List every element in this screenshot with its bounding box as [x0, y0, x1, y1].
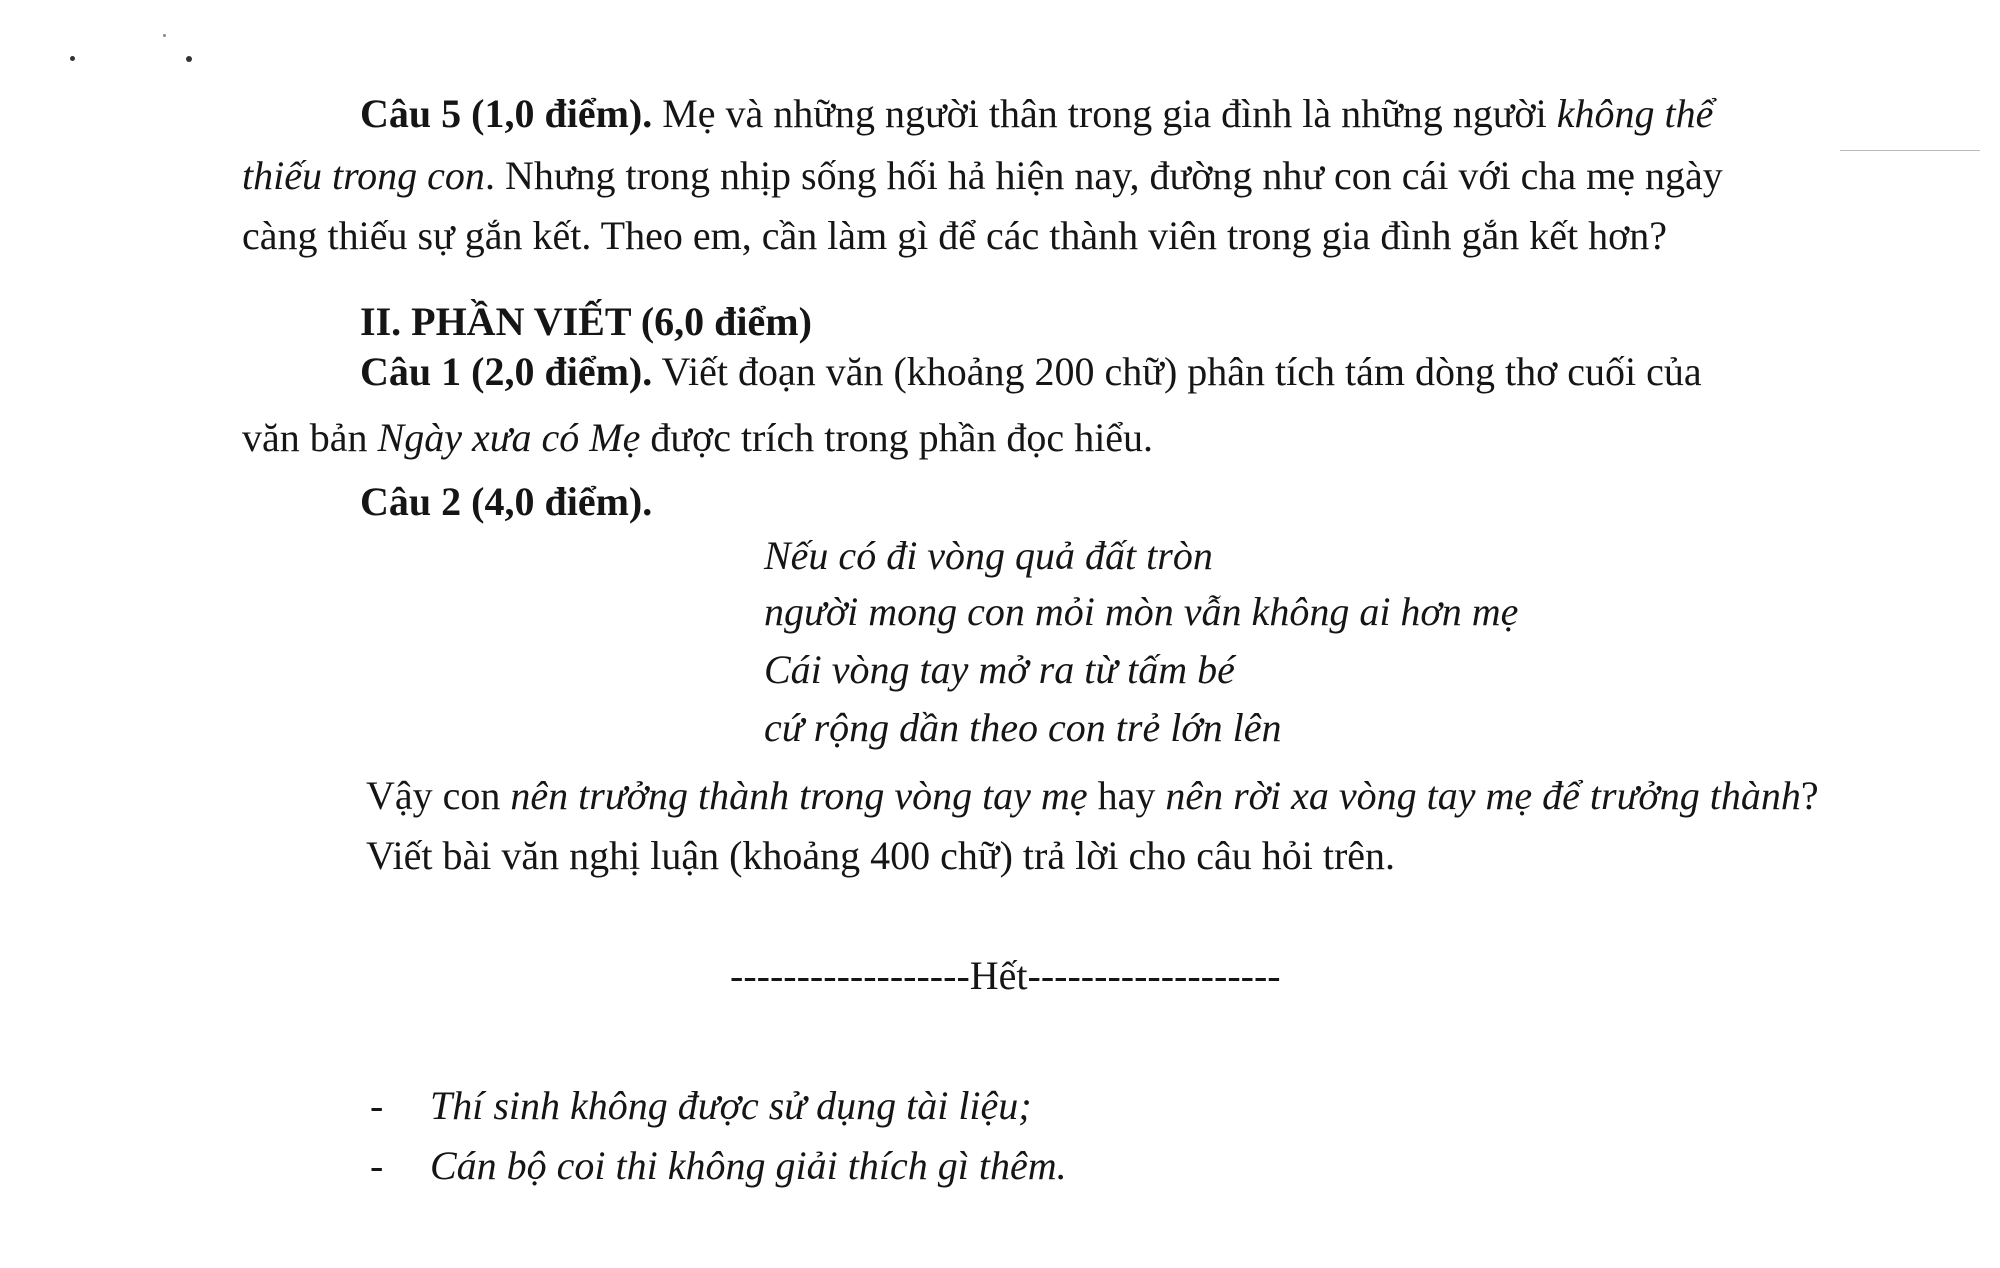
note-dash: - [370, 1143, 384, 1188]
poem-line: người mong con mỏi mòn vẫn không ai hơn mẹ [764, 589, 1519, 634]
note-text: Thí sinh không được sử dụng tài liệu; [430, 1083, 1032, 1128]
q2-text: Viết bài văn nghị luận (khoảng 400 chữ) trả lời cho câu hỏi trên. [366, 833, 1396, 878]
scan-speck [163, 34, 166, 37]
q5-italic: không thể [1556, 91, 1714, 136]
q5-line-2 [242, 150, 1723, 202]
q2-italic: nên rời xa vòng tay mẹ để trưởng thành [1165, 773, 1801, 818]
note-text: Cán bộ coi thi không giải thích gì thêm. [430, 1143, 1067, 1188]
q1-text: được trích trong phần đọc hiểu. [640, 415, 1154, 460]
q1-italic: Ngày xưa có Mẹ [377, 415, 641, 460]
poem-line: cứ rộng dần theo con trẻ lớn lên [764, 705, 1282, 750]
q5-text: . Nhưng trong nhịp sống hối hả hiện nay, đường như con cái với cha mẹ ngày [484, 153, 1723, 198]
q5-label: Câu 5 (1,0 điểm). [360, 91, 653, 136]
section-heading: II. PHẦN VIẾT (6,0 điểm) [360, 299, 812, 344]
q1-line-1 [360, 346, 1702, 398]
q1-text: văn bản [242, 415, 378, 460]
q5-line-1 [360, 88, 1713, 140]
q1-label: Câu 1 (2,0 điểm). [360, 349, 653, 394]
q2-label: Câu 2 (4,0 điểm). [360, 479, 653, 524]
q5-text: càng thiếu sự gắn kết. Theo em, cần làm gì để các thành viên trong gia đình gắn kết hơn? [242, 213, 1667, 258]
q2-line-2 [366, 830, 1395, 882]
q5-italic: thiếu trong con [242, 153, 485, 198]
poem-line: Cái vòng tay mở ra từ tấm bé [764, 647, 1235, 692]
scan-line [1840, 150, 1980, 151]
q2-text: ? [1800, 773, 1819, 818]
q5-line-3 [242, 210, 1667, 262]
end-mark: ------------------Hết------------------- [730, 953, 1281, 998]
q2-italic: nên trưởng thành trong vòng tay mẹ [510, 773, 1088, 818]
poem-line: Nếu có đi vòng quả đất tròn [764, 533, 1213, 578]
scan-speck [186, 56, 192, 62]
q1-text: Viết đoạn văn (khoảng 200 chữ) phân tích tám dòng thơ cuối của [652, 349, 1702, 394]
q1-line-2 [242, 412, 1153, 464]
q2-text: Vậy con [366, 773, 511, 818]
q2-text: hay [1087, 773, 1166, 818]
scan-speck [70, 56, 75, 61]
q5-text: Mẹ và những người thân trong gia đình là những người [652, 91, 1557, 136]
q2-line-1 [366, 770, 1819, 822]
note-dash: - [370, 1083, 384, 1128]
